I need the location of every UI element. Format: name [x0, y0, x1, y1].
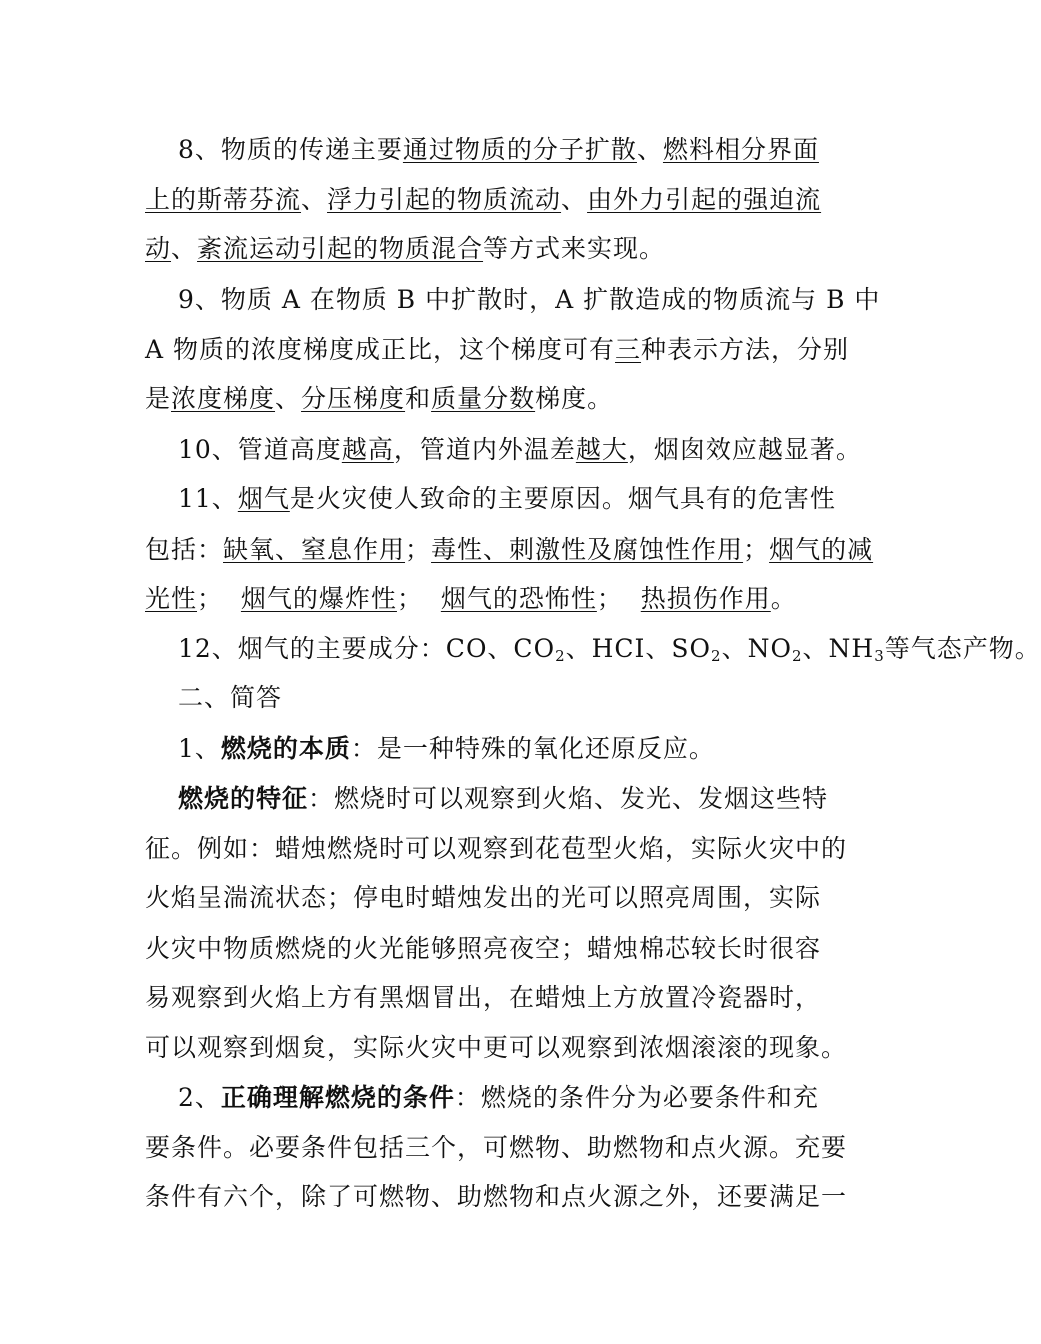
- text: 、NH: [802, 634, 875, 663]
- underlined-answer: 浮力引起的物质流动: [327, 185, 562, 214]
- underlined-answer: 越大: [575, 435, 628, 464]
- underlined-answer: 通过物质的分子扩散: [402, 135, 637, 164]
- text: 种表示方法，分别: [641, 335, 850, 364]
- text: 等方式来实现。: [483, 234, 666, 263]
- text: 1、: [178, 734, 221, 763]
- text: ：是一种特殊的氧化还原反应。: [350, 734, 715, 763]
- feature-line-5: 易观察到火焰上方有黑烟冒出，在蜡烛上方放置冷瓷器时，: [145, 983, 822, 1012]
- item-12: [178, 629, 1041, 669]
- underlined-answer: 缺氧、窒息作用: [223, 535, 406, 564]
- underlined-answer: 烟气的爆炸性: [240, 584, 397, 613]
- text: ：燃烧时可以观察到火焰、发光、发烟这些特: [308, 784, 829, 813]
- text: 2、: [178, 1083, 221, 1112]
- subscript: 3: [874, 647, 885, 665]
- underlined-answer: 三: [615, 335, 642, 364]
- bold-term: 燃烧的本质: [220, 734, 351, 763]
- item-10: [178, 430, 862, 470]
- bold-term: 正确理解燃烧的条件: [220, 1083, 455, 1112]
- answer-2-line-2: 要条件。必要条件包括三个，可燃物、助燃物和点火源。充要: [145, 1133, 848, 1162]
- text: ；: [596, 584, 641, 613]
- text: ，烟囱效应越显著。: [627, 435, 862, 464]
- text: 、: [171, 234, 198, 263]
- text: ；: [396, 584, 441, 613]
- underlined-answer: 分压梯度: [301, 384, 406, 413]
- subscript: 2: [555, 647, 566, 665]
- answer-2-line-1: [178, 1078, 858, 1118]
- underlined-answer: 由外力引起的强迫流: [587, 185, 822, 214]
- underlined-answer: 上的斯蒂芬流: [145, 185, 302, 214]
- text: 12、烟气的主要成分：CO、CO: [178, 634, 556, 663]
- text: 、NO: [721, 634, 792, 663]
- underlined-answer: 烟气的减: [769, 535, 874, 564]
- text: A 物质的浓度梯度成正比，这个梯度可有: [145, 335, 616, 364]
- text: 、: [561, 185, 588, 214]
- item-8-line-2: [145, 180, 825, 220]
- text: 、HCI、SO: [565, 634, 712, 663]
- feature-line-2: 征。例如：蜡烛燃烧时可以观察到花苞型火焰，实际火灾中的: [145, 834, 848, 863]
- underlined-answer: 燃料相分界面: [662, 135, 819, 164]
- underlined-answer: 毒性、刺激性及腐蚀性作用: [431, 535, 744, 564]
- item-9-line-1: 9、物质 A 在物质 B 中扩散时，A 扩散造成的物质流与 B 中: [178, 285, 881, 314]
- feature-line-3: 火焰呈湍流状态；停电时蜡烛发出的光可以照亮周围，实际: [145, 883, 822, 912]
- text: ；: [197, 584, 241, 613]
- feature-line-6: 可以观察到烟炱，实际火灾中更可以观察到浓烟滚滚的现象。: [145, 1033, 848, 1062]
- underlined-answer: 热损伤作用: [640, 584, 771, 613]
- text: 11、: [178, 484, 238, 513]
- item-11-line-2: [145, 530, 874, 570]
- text: 包括：: [145, 535, 224, 564]
- item-11-line-3: [145, 579, 825, 619]
- text: 是: [145, 384, 172, 413]
- underlined-answer: 紊流运动引起的物质混合: [197, 234, 484, 263]
- text: 是火灾使人致命的主要原因。烟气具有的危害性: [289, 484, 836, 513]
- underlined-answer: 光性: [145, 584, 198, 613]
- underlined-answer: 质量分数: [431, 384, 536, 413]
- text: ；: [743, 535, 770, 564]
- text: 、: [275, 384, 302, 413]
- item-8-line-1: [178, 130, 858, 170]
- item-9-line-3: [145, 379, 825, 419]
- text: 、: [636, 135, 663, 164]
- text: 10、管道高度: [178, 435, 342, 464]
- bold-term: 燃烧的特征: [178, 784, 309, 813]
- text: ，管道内外温差: [393, 435, 576, 464]
- underlined-answer: 浓度梯度: [171, 384, 276, 413]
- underlined-answer: 越高: [341, 435, 394, 464]
- item-9-line-2: [145, 330, 850, 370]
- feature-line-4: 火灾中物质燃烧的火光能够照亮夜空；蜡烛棉芯较长时很容: [145, 934, 822, 963]
- section-heading: 二、简答: [178, 683, 283, 712]
- text: 和: [405, 384, 432, 413]
- item-11-line-1: [178, 479, 858, 519]
- item-8-line-3: [145, 229, 825, 269]
- text: ：燃烧的条件分为必要条件和充: [454, 1083, 819, 1112]
- answer-1: [178, 729, 858, 769]
- text: 梯度。: [535, 384, 614, 413]
- text: 8、物质的传递主要: [178, 135, 403, 164]
- underlined-answer: 烟气: [237, 484, 290, 513]
- text: 、: [301, 185, 328, 214]
- text: ；: [405, 535, 432, 564]
- text: 等气态产物。: [884, 634, 1041, 663]
- answer-2-line-3: 条件有六个，除了可燃物、助燃物和点火源之外，还要满足一: [145, 1182, 848, 1211]
- subscript: 2: [711, 647, 722, 665]
- subscript: 2: [791, 647, 803, 665]
- underlined-answer: 烟气的恐怖性: [440, 584, 597, 613]
- feature-line-1: [178, 779, 858, 819]
- text: 。: [770, 584, 797, 613]
- underlined-answer: 动: [145, 234, 172, 263]
